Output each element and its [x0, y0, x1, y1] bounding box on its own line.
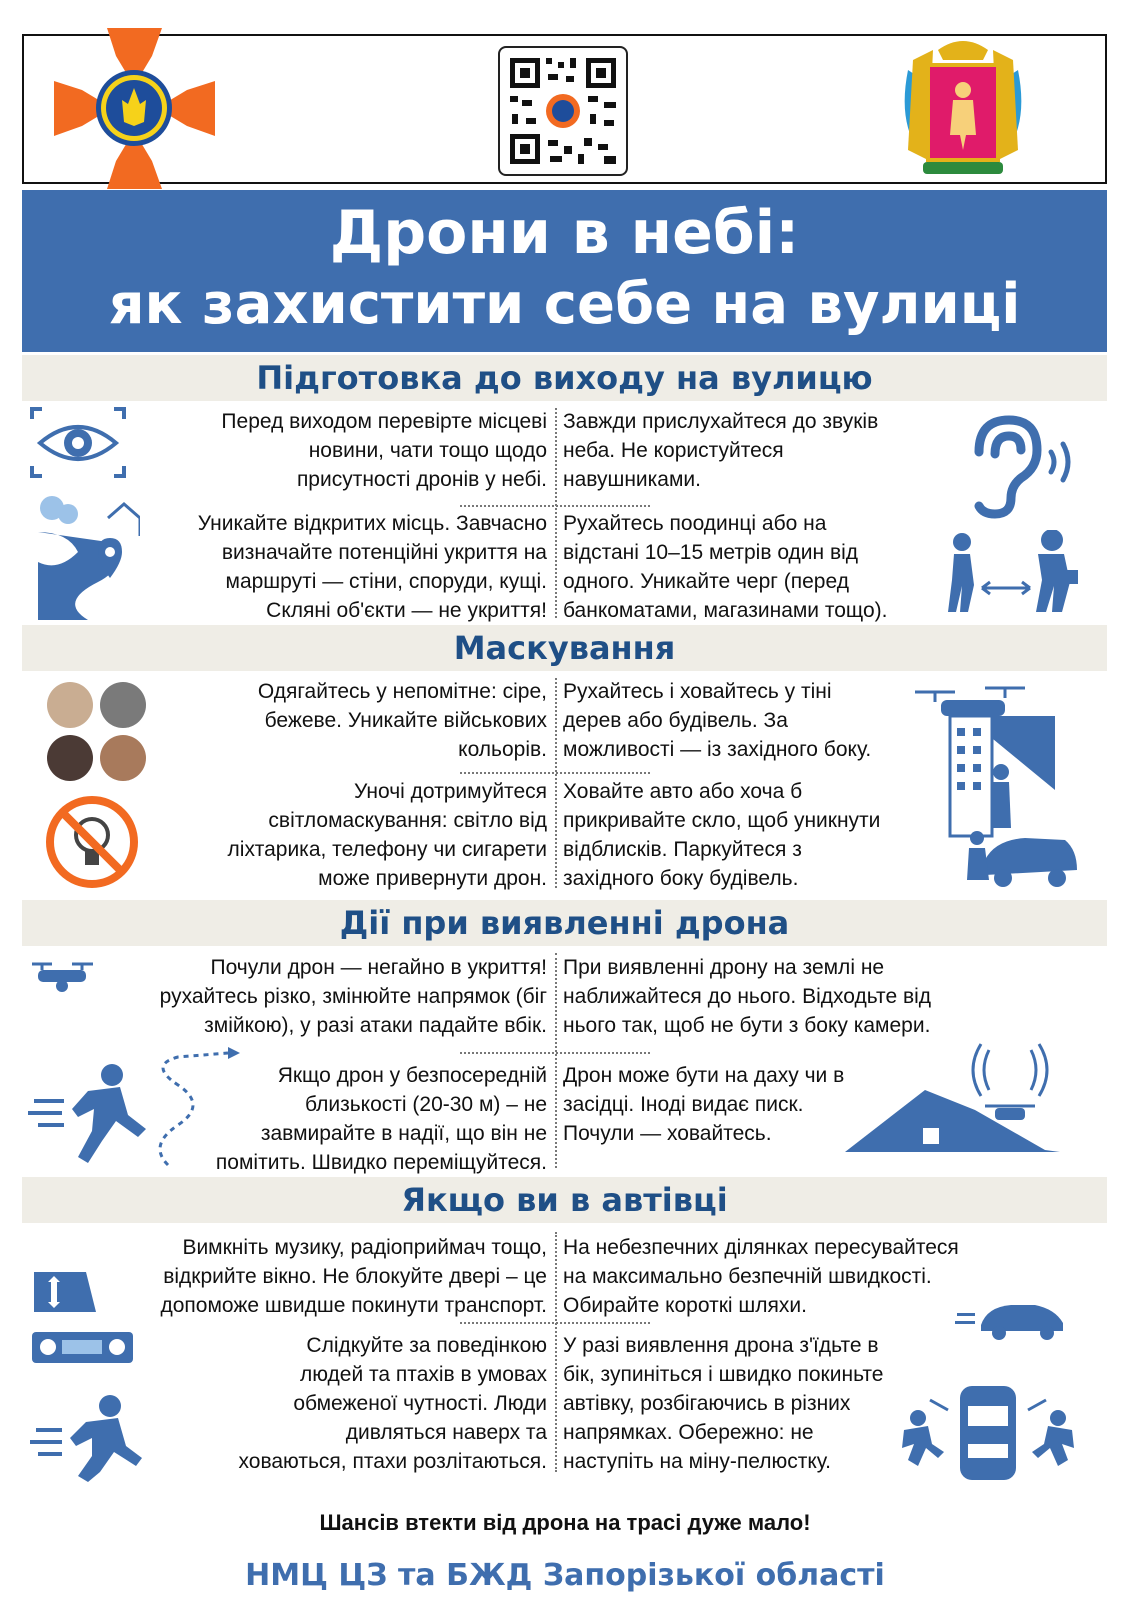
- fast-car-icon: [955, 1295, 1065, 1340]
- drone-shadow-building-icon: [905, 680, 1080, 890]
- car-window-icon: [30, 1268, 100, 1316]
- title-line-1: Дрони в небі:: [329, 198, 800, 268]
- running-person-2-icon: [30, 1392, 145, 1482]
- tip-text: Уночі дотримуйтеся світломаскування: світло від ліхтарика, телефону чи сигарети може привернути дрон.: [227, 780, 547, 890]
- footer-organization: НМЦ ЦЗ та БЖД Запорізької області: [245, 1558, 885, 1593]
- section-heading-preparation: Підготовка до виходу на вулицю: [22, 355, 1107, 401]
- row-divider: [460, 1052, 650, 1054]
- tip-text: Одягайтесь у непомітне: сіре, бежеве. Уникайте військових кольорів.: [257, 680, 547, 761]
- section-heading-drone-detected: Дії при виявленні дрона: [22, 900, 1107, 946]
- column-divider: [555, 678, 557, 888]
- route-map-icon: [28, 492, 140, 620]
- people-leaving-car-icon: [890, 1380, 1085, 1485]
- column-divider: [555, 953, 557, 1168]
- title-line-2: як захистити себе на вулиці: [108, 272, 1021, 337]
- color-palette-icon: [45, 680, 150, 785]
- tip-text: Ховайте авто або хоча б прикривайте скло, щоб уникнути відблисків. Паркуйтеся з західного боку будівель.: [563, 780, 881, 890]
- ear-icon: [965, 412, 1075, 522]
- no-light-icon: [45, 795, 140, 890]
- tip-text: Почули дрон — негайно в укриття! рухайтесь різко, змінюйте напрямок (біг змійкою), у разі атаки падайте вбік.: [159, 956, 547, 1037]
- row-divider: [460, 505, 650, 507]
- title-banner: [22, 190, 1107, 352]
- tip-text: Якщо дрон у безпосередній близькості (20-30 м) – не завмирайте в надії, що він не помітить. Швидко переміщуйтеся.: [215, 1064, 547, 1174]
- row-divider: [460, 1322, 650, 1324]
- distance-people-icon: [940, 530, 1080, 615]
- eye-icon: [28, 405, 128, 480]
- radio-icon: [30, 1330, 135, 1365]
- tip-text: Дрон може бути на даху чи в засідці. Іноді видає писк. Почули — ховайтесь.: [563, 1064, 845, 1145]
- tip-text: Рухайтесь поодинці або на відстані 10–15 метрів один від одного. Уникайте черг (перед банкоматами, магазинами тощо).: [563, 512, 888, 622]
- drone-icon: [30, 960, 95, 995]
- tip-text: Перед виходом перевірте місцеві новини, чати тощо щодо присутності дронів у небі.: [221, 410, 547, 491]
- coat-of-arms-icon: [888, 30, 1038, 190]
- column-divider: [555, 408, 557, 618]
- tip-text: Слідкуйте за поведінкою людей та птахів в умовах обмеженої чутності. Люди дивляться наверх та ховаються, птахи розлітаються.: [238, 1334, 547, 1473]
- tip-text: Уникайте відкритих місць. Завчасно визначайте потенційні укриття на маршруті — стіни, споруди, кущі. Скляні об'єкти — не укриття!: [197, 512, 547, 622]
- row-divider: [460, 772, 650, 774]
- running-person-icon: [28, 1045, 243, 1170]
- section-heading-in-car: Якщо ви в автівці: [22, 1177, 1107, 1223]
- tip-text: Рухайтесь і ховайтесь у тіні дерев або будівель. За можливості — із західного боку.: [563, 680, 872, 761]
- drone-on-roof-icon: [845, 1040, 1060, 1155]
- footer-warning: Шансів втекти від дрона на трасі дуже мало!: [319, 1510, 811, 1535]
- tip-text: На небезпечних ділянках пересувайтеся на максимально безпечній швидкості. Обирайте короткі шляхи.: [563, 1236, 959, 1317]
- tip-text: Вимкніть музику, радіоприймач тощо, відкрийте вікно. Не блокуйте двері – це допоможе швидше покинути транспорт.: [160, 1236, 547, 1317]
- tip-text: У разі виявлення дрона з'їдьте в бік, зупиніться і швидко покиньте автівку, розбігаючись в різних напрямках. Обережно: не наступіть на міну-пелюстку.: [563, 1334, 884, 1473]
- tip-text: Завжди прислухайтеся до звуків неба. Не користуйтеся навушниками.: [563, 410, 879, 491]
- tip-text: При виявленні дрону на землі не наближайтеся до нього. Відходьте від нього так, щоб не бути з боку камери.: [563, 956, 932, 1037]
- column-divider: [555, 1232, 557, 1472]
- qr-code[interactable]: [498, 46, 628, 176]
- dsns-emblem-icon: [52, 26, 217, 191]
- section-heading-camouflage: Маскування: [22, 625, 1107, 671]
